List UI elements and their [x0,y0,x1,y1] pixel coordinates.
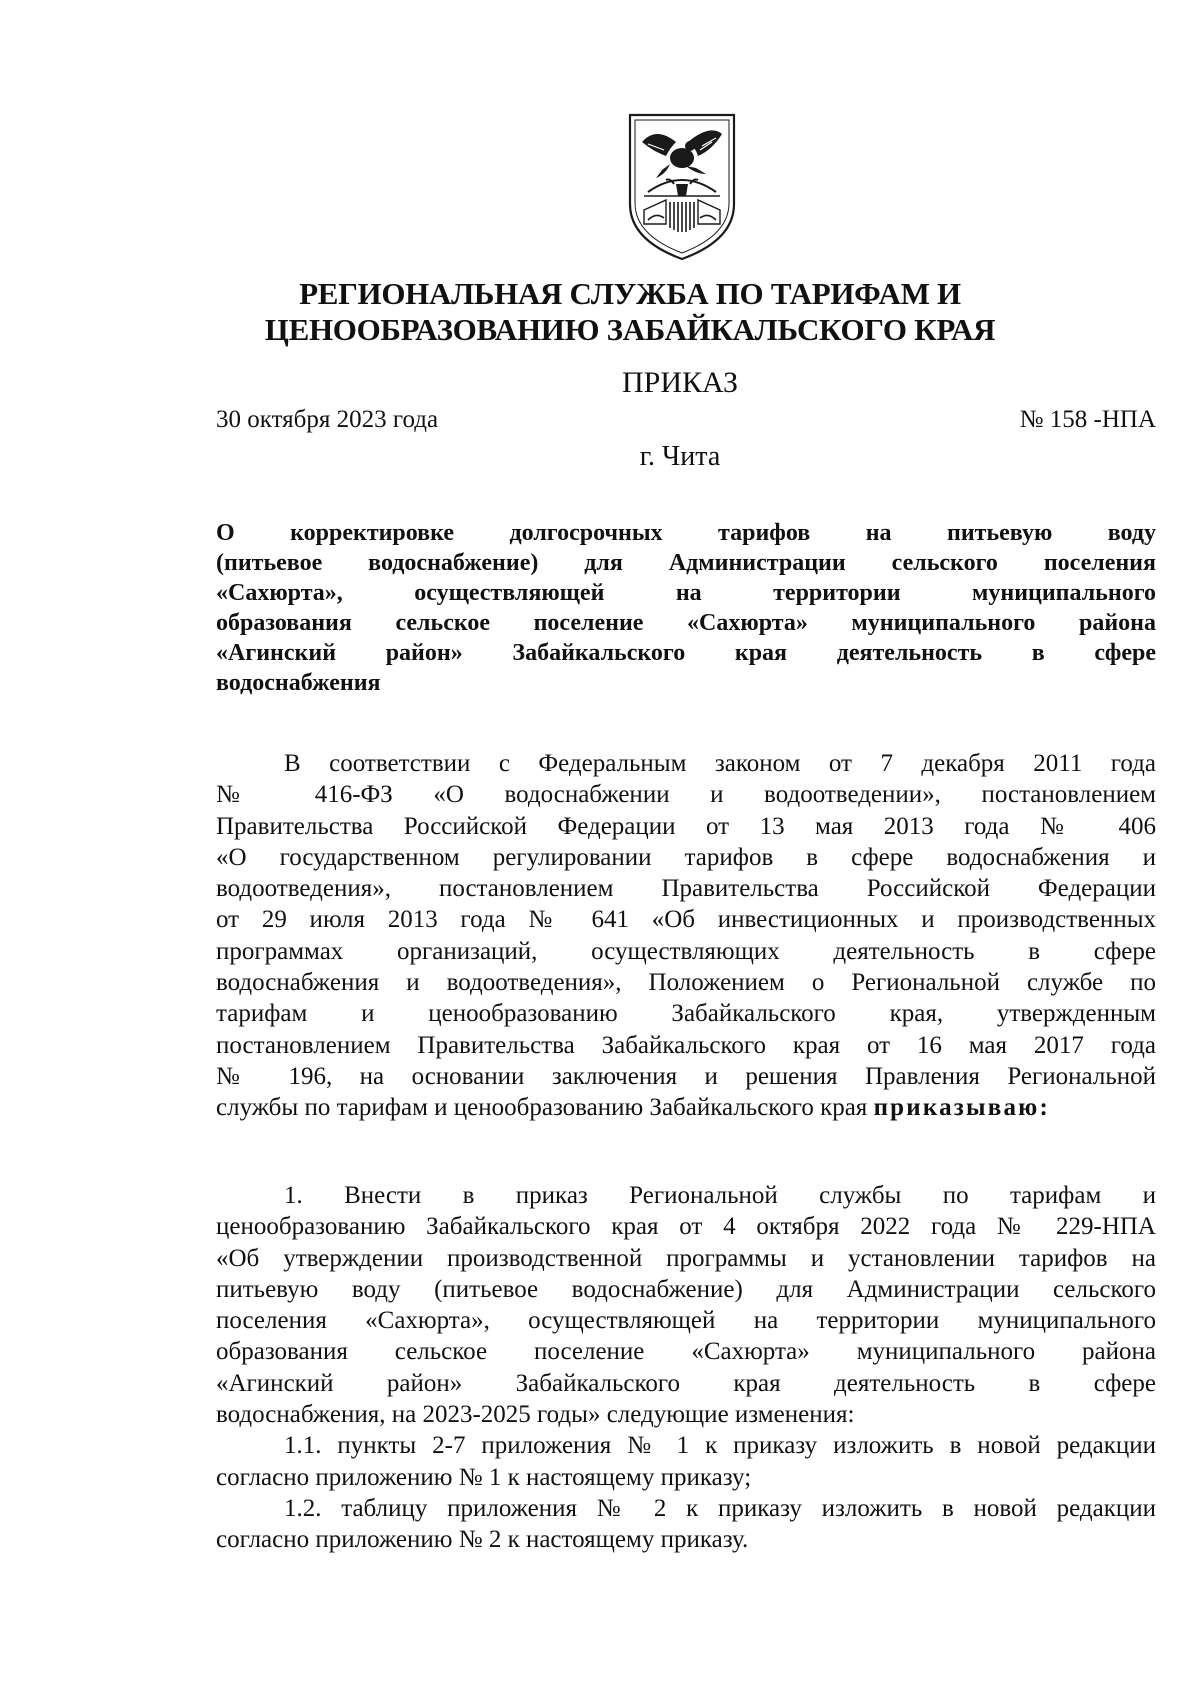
preamble-last-line [216,1092,1156,1123]
subject-line: О корректировке долгосрочных тарифов на питьевую воду [216,520,1156,546]
agency-name-line-1: РЕГИОНАЛЬНАЯ СЛУЖБА ПО ТАРИФАМ И [299,276,961,311]
document-subject [216,518,1156,698]
preamble-line: водоснабжения и водоотведения», Положением о Региональной службе по [216,969,1156,997]
emblem-icon [626,112,738,262]
document-type: ПРИКАЗ [622,366,738,399]
preamble-line: от 29 июля 2013 года № 641 «Об инвестиционных и производственных [216,906,1156,934]
preamble-line: № 416-ФЗ «О водоснабжении и водоотведении», постановлением [216,781,1156,809]
subject-line: «Сахюрта», осуществляющей на территории муниципального [216,580,1156,606]
item-1-2-line: 1.2. таблицу приложения № 2 к приказу изложить в новой редакции [284,1494,1156,1522]
item-1-line: поселения «Сахюрта», осуществляющей на территории муниципального [216,1307,1156,1335]
document-number: № 158 -НПА [1019,406,1156,433]
preamble-line: В соответствии с Федеральным законом от 7 декабря 2011 года [284,750,1156,777]
item-1-line: питьевую воду (питьевое водоснабжение) для Администрации сельского [216,1275,1156,1303]
item-1-1-line: согласно приложению № 1 к настоящему приказу; [216,1463,752,1491]
item-1-line: 1. Внести в приказ Региональной службы по тарифам и [284,1182,1156,1209]
item-1-1-line: 1.1. пункты 2-7 приложения № 1 к приказу изложить в новой редакции [284,1432,1156,1460]
preamble-paragraph [216,748,1156,1124]
item-1-line: водоснабжения, на 2023-2025 годы» следующие изменения: [216,1401,855,1429]
document-date: 30 октября 2023 года [216,406,439,433]
preamble-line: постановлением Правительства Забайкальского края от 16 мая 2017 года [216,1031,1156,1059]
preamble-line-text: службы по тарифам и ценообразованию Забайкальского края [216,1094,874,1122]
order-keyword: приказываю: [873,1094,1050,1122]
item-1-line: ценообразованию Забайкальского края от 4 октября 2022 года № 229-НПА [216,1213,1156,1241]
preamble-line: тарифам и ценообразованию Забайкальского края, утвержденным [216,1000,1156,1028]
preamble-line: программах организаций, осуществляющих деятельность в сфере [216,937,1156,965]
preamble-line: водоотведения», постановлением Правительства Российской Федерации [216,875,1156,903]
subject-line: образования сельское поселение «Сахюрта» муниципального района [216,610,1156,636]
subject-line: (питьевое водоснабжение) для Администрации сельского поселения [216,550,1156,576]
document-city: г. Чита [639,441,721,472]
preamble-line: «О государственном регулировании тарифов в сфере водоснабжения и [216,843,1156,871]
subject-line: «Агинский район» Забайкальского края деятельность в сфере [216,640,1156,666]
item-1-line: образования сельское поселение «Сахюрта» муниципального района [216,1338,1156,1366]
agency-name-line-2: ЦЕНООБРАЗОВАНИЮ ЗАБАЙКАЛЬСКОГО КРАЯ [264,312,996,347]
subject-line: водоснабжения [216,670,381,696]
item-1-line: «Агинский район» Забайкальского края деятельность в сфере [216,1369,1156,1397]
preamble-line: № 196, на основании заключения и решения Правления Региональной [216,1062,1156,1090]
order-items [216,1180,1156,1556]
item-1-2-line: согласно приложению № 2 к настоящему приказу. [216,1526,749,1554]
preamble-line: Правительства Российской Федерации от 13 мая 2013 года № 406 [216,812,1156,840]
item-1-line: «Об утверждении производственной программы и установлении тарифов на [216,1244,1156,1272]
